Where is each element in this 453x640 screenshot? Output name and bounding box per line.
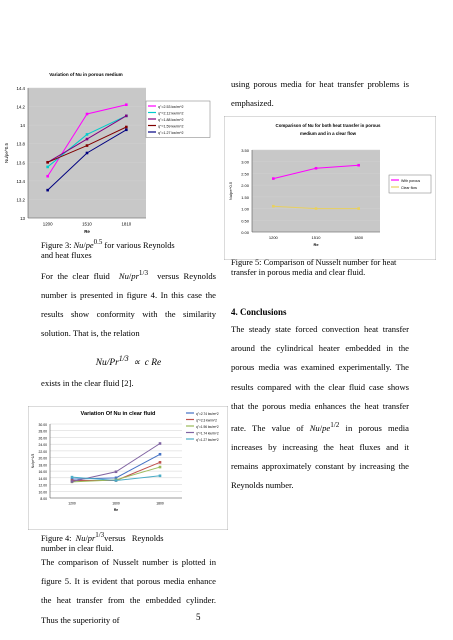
- fig3svg-xtick: 1510: [82, 221, 92, 227]
- fig5svg-point: [315, 207, 318, 210]
- figure-3-svg: [2, 66, 214, 242]
- fig4svg-legend-label: q''=2.74 kw/m^2: [196, 412, 219, 416]
- fig3svg-ytick: 13.6: [16, 160, 25, 166]
- right-top-paragraph: using porous media for heat transfer problems is emphasized.: [231, 79, 409, 109]
- fig3svg-point: [86, 138, 89, 141]
- fig5svg-title: Comparison of Nu for both heat transfer in porous: [275, 123, 381, 128]
- left-paragraph-2: exists in the clear fluid [2].: [41, 378, 134, 388]
- fig4svg-point: [71, 480, 74, 483]
- fig5svg-ylabel: Nu/pe^0.5: [228, 181, 233, 201]
- fig4svg-ytick: 26.00: [38, 436, 47, 441]
- fig4svg-ylabel: Nu/pr^1/3: [31, 453, 35, 469]
- fig4svg-legend-label: q''=2.3 kw/m^2: [196, 418, 217, 423]
- fig3svg-legend-label: q''=1.59 kw/m^2: [158, 124, 184, 129]
- fig4svg-point: [159, 466, 162, 469]
- left-paragraph: For the clear fluid $Nu/pr^{1/3}$ versus Reynolds number is presented in figure 4. In this case the results show conformity with the similarity solution. That is, the relation: [41, 269, 216, 339]
- fig3svg-point: [46, 161, 49, 164]
- fig5svg-ytick: 3.00: [241, 159, 249, 165]
- conclusions-text: The steady state forced convection heat transfer around the cylindrical heater embedded in the porous media was examined experimentally. The results compared with the clear fluid case shows that the porous media enhances the heat transfer rate. The value of $Nu/pe^{1/2}$ in porous media increases by increasing the heat fluxes and it remains approximately constant by increasing the Reynolds number.: [231, 324, 409, 491]
- fig5svg-ytick: 1.50: [241, 194, 249, 200]
- fig4svg-xtick: 1200: [68, 501, 76, 506]
- fig4svg-point: [115, 470, 118, 473]
- fig3svg-point: [86, 144, 89, 147]
- fig5svg-point: [272, 177, 275, 180]
- fig4svg-ytick: 14.00: [38, 476, 47, 481]
- fig4svg-title: Variation Of Nu in clear fluid: [80, 411, 156, 417]
- fig4svg-ytick: 18.00: [38, 463, 47, 468]
- fig3svg-point: [125, 126, 128, 129]
- figure-5-caption: Figure 5: Comparison of Nusselt number for heat transfer in porous media and clear fluid.: [231, 258, 397, 277]
- fig5svg-xtick: 1510: [311, 235, 321, 240]
- fig4svg-point: [159, 442, 162, 445]
- fig4svg-ytick: 8.00: [40, 497, 47, 501]
- fig5svg-title: medium and in a clear flow: [299, 131, 357, 136]
- fig4svg-ytick: 22.00: [38, 449, 47, 454]
- fig3svg-ytick: 13.2: [16, 197, 25, 203]
- fig4svg-point: [159, 453, 162, 456]
- figure-5-chart: [224, 116, 436, 260]
- fig5svg-ytick: 0.50: [241, 218, 249, 224]
- fig3svg-ytick: 13.8: [16, 141, 25, 147]
- fig4svg-ytick: 20.00: [38, 456, 47, 461]
- fig4svg-point: [159, 461, 162, 464]
- fig3svg-point: [86, 113, 89, 116]
- fig5svg-xtick: 1200: [268, 235, 278, 240]
- fig4svg-ytick: 10.00: [38, 490, 47, 495]
- fig4svg-point: [159, 475, 162, 478]
- fig4svg-point: [71, 476, 74, 479]
- fig4svg-legend-label: q''=1.96 kw/m^2: [196, 425, 219, 429]
- fig3svg-legend-label: q''=1.88 kw/m^2: [158, 118, 184, 122]
- fig5svg-ytick: 1.00: [241, 206, 249, 212]
- fig3svg-legend-label: q''=2.12 kw/m^2: [158, 111, 184, 116]
- figure-5-svg: [224, 116, 436, 260]
- fig3svg-legend-label: q''=1.27 kw/m^2: [158, 131, 184, 135]
- fig5svg-ytick: 3.50: [241, 148, 249, 153]
- fig4svg-point: [115, 479, 118, 482]
- fig5svg-point: [272, 205, 275, 208]
- fig5svg-xtick: 1800: [354, 235, 364, 240]
- figure-3-chart: [2, 66, 214, 242]
- fig5svg-legend-label: With porous: [401, 179, 421, 183]
- fig3svg-point: [125, 128, 128, 131]
- fig4svg-ytick: 28.00: [38, 429, 47, 434]
- bottom-left-paragraph: The comparison of Nusselt number is plotted in figure 5. It is evident that porous media enhance the heat transfer from the embedded cylinder. Thus the superiority of: [41, 557, 216, 625]
- fig3svg-point: [125, 103, 128, 106]
- fig3svg-point: [46, 166, 49, 169]
- fig5svg-ytick: 2.50: [241, 171, 249, 177]
- fig3svg-legend-label: q''=2.53 kw/m^2: [158, 105, 184, 109]
- fig4svg-legend-label: q''=1.74 kw/m^2: [196, 431, 219, 436]
- fig4svg-ytick: 12.00: [38, 483, 47, 488]
- fig4svg-xtick: 1800: [156, 501, 164, 506]
- fig3svg-ylabel: Nu/pe^0.5: [4, 143, 9, 163]
- figure-3-caption: Figure 3: $Nu/pe^{0.5}$ for various Reynolds and heat fluxes: [41, 238, 175, 260]
- fig3svg-point: [86, 133, 89, 136]
- fig3svg-ytick: 13: [20, 216, 25, 221]
- fig5svg-xlabel: Re: [313, 242, 319, 247]
- fig3svg-ytick: 13.4: [16, 178, 25, 184]
- fig5svg-point: [357, 207, 360, 210]
- fig4svg-ytick: 30.00: [38, 423, 47, 427]
- fig4svg-legend-label: q''=1.27 kw/m^2: [196, 438, 219, 442]
- fig4svg-xlabel: Re: [113, 507, 119, 512]
- fig3svg-ytick: 14: [20, 123, 25, 129]
- page-number: 5: [196, 612, 201, 622]
- fig3svg-point: [86, 152, 89, 155]
- relation-equation: $Nu/Pr^{1/3} \propto c$ Re: [95, 354, 162, 369]
- fig5svg-point: [315, 167, 318, 170]
- fig5svg-legend-label: Clear flow: [401, 186, 417, 190]
- fig3svg-point: [125, 115, 128, 118]
- fig5svg-plot-bg: [252, 150, 380, 232]
- fig5svg-ytick: 0.00: [241, 230, 249, 235]
- fig3svg-ytick: 14.2: [16, 104, 25, 110]
- fig5svg-point: [357, 164, 360, 167]
- figure-4-svg: [28, 406, 228, 530]
- fig3svg-xlabel: Re: [84, 228, 90, 234]
- fig4svg-ytick: 16.00: [38, 470, 47, 475]
- fig3svg-xtick: 1810: [121, 221, 132, 227]
- conclusions-heading: 4. Conclusions: [231, 307, 287, 317]
- figure-4-chart: [28, 406, 228, 530]
- fig3svg-point: [46, 189, 49, 192]
- fig3svg-xtick: 1200: [42, 221, 53, 227]
- figure-4-caption: Figure 4: $Nu/pr^{1/3}versus$ Reynolds number in clear fluid.: [41, 531, 164, 553]
- fig5svg-legend-box: [389, 175, 431, 193]
- fig4svg-ytick: 24.00: [38, 443, 47, 448]
- fig3svg-ytick: 14.4: [16, 86, 25, 91]
- fig5svg-ytick: 2.00: [241, 183, 249, 189]
- fig3svg-title: Variation of Nu in porous medium: [49, 72, 123, 77]
- fig3svg-point: [46, 175, 49, 178]
- fig4svg-xtick: 1600: [112, 501, 120, 506]
